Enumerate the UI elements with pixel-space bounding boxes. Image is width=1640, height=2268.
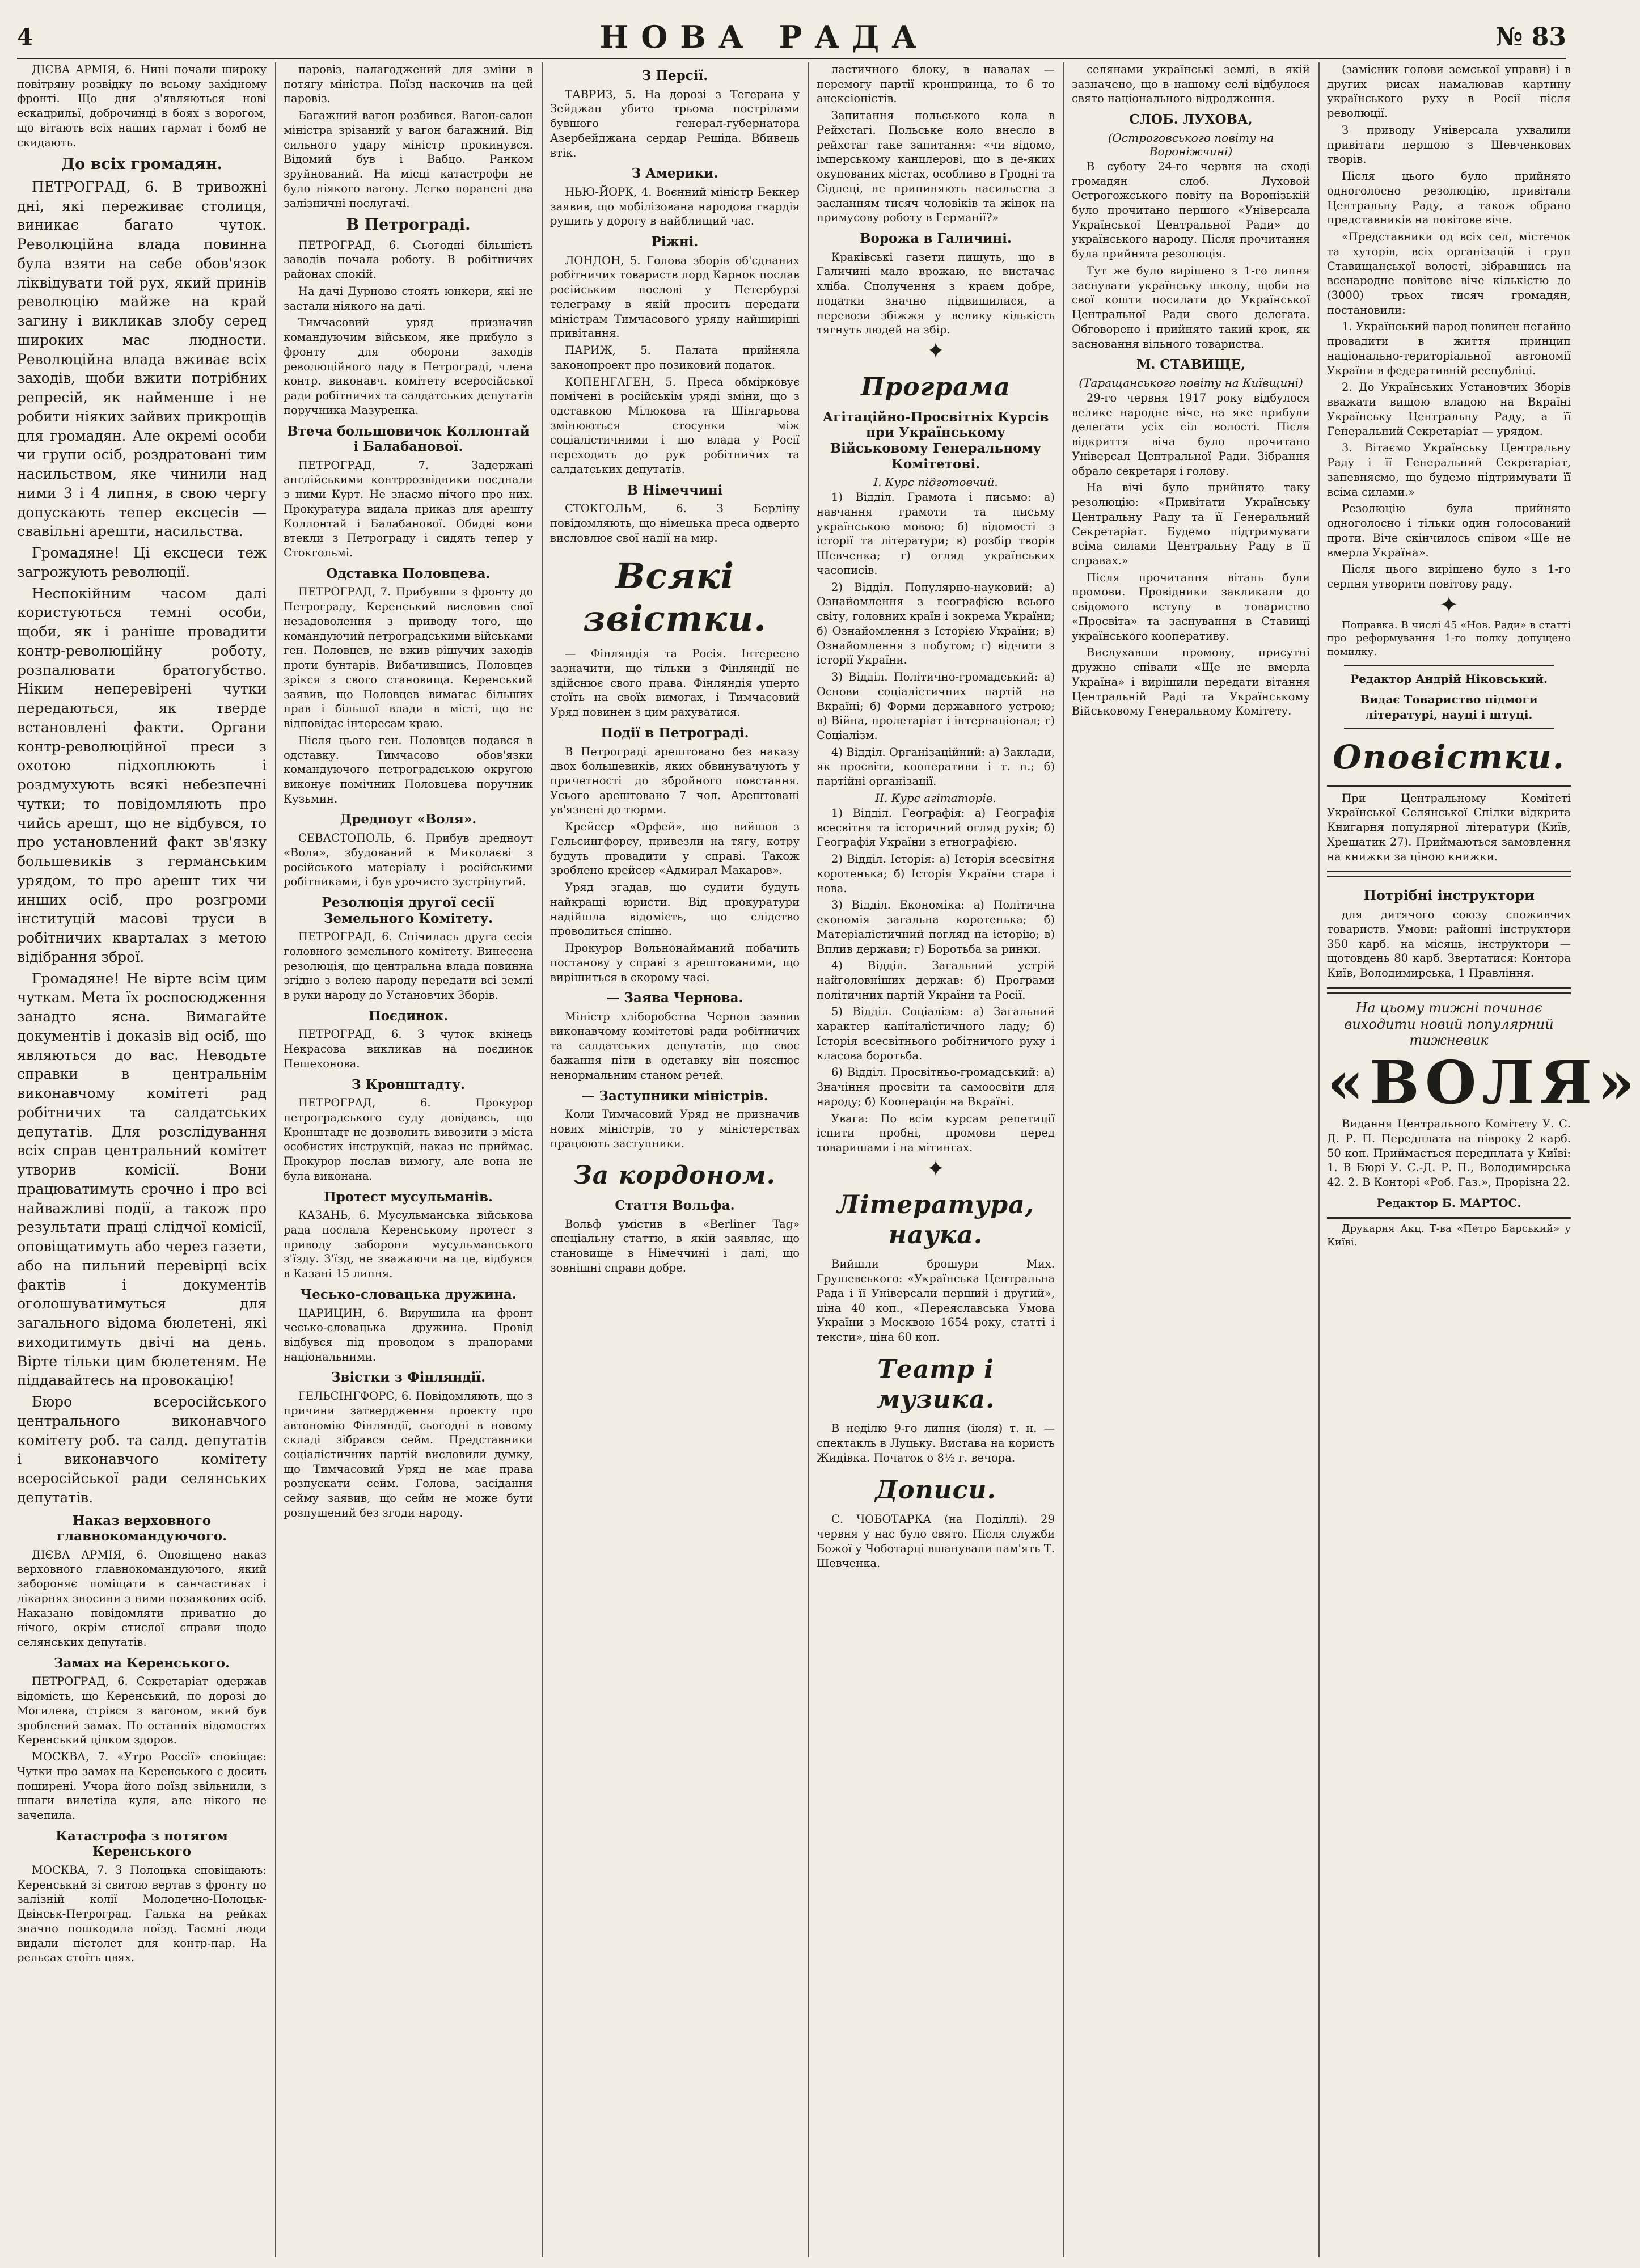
ad3-title: «ВОЛЯ» bbox=[1327, 1048, 1640, 1118]
luhova-place: (Остроговського повіту на Вороніжчині) bbox=[1108, 130, 1274, 158]
appeal-p2: Громадяне! Ці ексцеси теж загрожують революції. bbox=[17, 544, 267, 580]
catastrophe-text: МОСКВА, 7. З Полоцька сповіщають: Керенський зі свитою вертав з фронту по залізній колії Молодечно-Полоцьк-Двінськ-Петроград. Галька на рейках значно пошкодила поїзд. Таємні люди видали пістолет для контр-пар. На рельсах стоїть цвях. bbox=[17, 1864, 267, 1965]
petrograd-p2: На дачі Дурново стоять юнкери, які не застали ніякого на дачі. bbox=[284, 284, 533, 312]
appeal-p4: Громадяне! Не вірте всім цим чуткам. Мета їх роспосюдження занадто ясна. Вимагайте документів і доказів від осіб, що являються до вас. Неводьте справки в центральнім виконавчому комітеті рад робітничих та салдатських депутатів. Для розслідування всіх справ центральний комітет утворив комісії. Вони працюватимуть срочно і про всі найважливі події, а також про результати праці слідчої комісії, оповіщатимуть або через газети, або на пильний перевірці всіх фактів і документів оголошуватимуться для загального відома бюлетені, які виходитимуть двічі на день. Вірте тільки цим бюлетеням. Не піддавайтесь на провокацію! bbox=[17, 970, 267, 1389]
command-title: Наказ верховного главнокомандуючого. bbox=[56, 1513, 227, 1544]
lit-title: Література, наука. bbox=[837, 1190, 1034, 1249]
poloventsev-text: ПЕТРОГРАД, 7. Прибувши з фронту до Петрограду, Керенський висловив свої незадоволення з приводу того, що командуючий петроградськими військами ген. Половцев, не вжив рішучих заходів проти бунтарів. Вибачившись, Половцев зрікся з свого становища. Керенський заявив, що Половцев вимагає більших прав і більшої влади в місті, що не відповідає інтересам краю. bbox=[284, 585, 533, 730]
course2-p2: 2) Відділ. Історія: а) Історія всесвітня коротенька; б) Історія України стара і нова. bbox=[817, 852, 1055, 895]
stavische-title: М. СТАВИЩЕ, bbox=[1136, 357, 1246, 373]
col6-opening: (замісник голови земської управи) і в других рисах намалював картину українського руху в Росії після революції. bbox=[1327, 63, 1571, 120]
petrograd-events-title: Події в Петрограді. bbox=[601, 725, 749, 741]
soviet-text: Прокурор Вольнонайманий побачить постанову у справі з арештованими, що вирішиться в скорому часі. bbox=[550, 941, 800, 984]
kollontai-title: Втеча большовичок Коллонтай і Балабанової. bbox=[287, 423, 530, 455]
course2-note: Увага: По всім курсам репетиції іспити пробні, промови перед товаришами і на мітингах. bbox=[817, 1112, 1055, 1155]
column-rule bbox=[275, 62, 276, 2257]
printer: Друкарня Акц. Т-ва «Петро Барський» у Київі. bbox=[1327, 1223, 1571, 1249]
col6-p6: 2. До Українських Установчих Зборів вважати вищою владою на Вкраїні Українську Центральну Раду, а її Генеральний Секретаріат — урядом. bbox=[1327, 381, 1571, 438]
chernov-text: Міністр хліборобства Чернов заявив виконавчому комітетові ради робітничих та салдатських депутатів, що своє бажання піти в одставку він пояснює ненормальним станом речей. bbox=[550, 1010, 800, 1082]
poloventsev-title: Одставка Половцева. bbox=[326, 565, 491, 581]
czech-title: Чесько-словацька дружина. bbox=[300, 1286, 517, 1302]
column-rule bbox=[1318, 62, 1320, 2257]
finland-russia: — Фінляндія та Росія. Інтересно зазначити, що тільки з Фінляндії не здійснює свого права. Фінляндія уперто стоїть на своїх вимогах, і Тимчасовий Уряд повинен з цим рахуватися. bbox=[550, 647, 800, 719]
command-text: ДІЄВА АРМІЯ, 6. Оповіщено наказ верховного главнокомандуючого, який забороняє поміщати в санчастинах і лікарнях зносини з ними позаякових осіб. Наказано повідомляти приватно до нічого, окрім стислої справи щодо селянських депутатів. bbox=[17, 1548, 267, 1649]
course2-title: ІІ. Курс агітаторів. bbox=[875, 791, 996, 805]
correction: Поправка. В числі 45 «Нов. Ради» в статті про реформування 1-го полку допущено помилку. bbox=[1327, 619, 1571, 658]
kollontai-text: ПЕТРОГРАД, 7. Задержані англійськими контррозвідники поєднали з ними Курт. Не знаємо нічого про них. Прокуратура видала приказ для арешту Коллонтай і Балабанової. Обидві вони втекли з Петрограду і сидять тепер у Стокгольмі. bbox=[284, 458, 533, 560]
course2-p4: 4) Відділ. Загальний устрій найголовніших держав: б) Програми політичних партій України та Росії. bbox=[817, 959, 1055, 1002]
column-5 bbox=[1072, 62, 1310, 2257]
corresp-title: Дописи. bbox=[875, 1475, 996, 1505]
finland-title: Звістки з Фінляндії. bbox=[331, 1370, 486, 1386]
stavische-p2: На вічі було прийнято таку резолюцію: «Привітати Українську Центральну Раду та її Генеральний Секретаріат. Будемо підтримувати всіма силами Центральну Раду в її справах.» bbox=[1072, 481, 1310, 568]
kerensky-title: Замах на Керенського. bbox=[54, 1655, 230, 1671]
petrograd-p1: ПЕТРОГРАД, 6. Сьогодні більшість заводів почала роботу. В робітничих районах спокій. bbox=[284, 238, 533, 281]
column-4 bbox=[817, 62, 1055, 2257]
program-title: Програма bbox=[860, 373, 1011, 402]
column-rule bbox=[808, 62, 809, 2257]
course2-p3: 3) Відділ. Економіка: а) Політична економія загальна коротенька; б) Матеріалістичний погляд на історію; в) Вплив держави; г) Боротьба за ринки. bbox=[817, 898, 1055, 956]
program-sub: Агітаційно-Просвітніх Курсів при Українському Військовому Генеральному Комітетові. bbox=[822, 409, 1049, 472]
poloventsev-p2: Після цього ген. Половцев подався в одставку. Тимчасово обов'язки командуючого петроградською округою виконує помічник Половцева поручник Кузьмин. bbox=[284, 733, 533, 805]
col5-opening: селянами українські землі, в якій зазначено, що в нашому селі відбулося свято національного відродження. bbox=[1072, 63, 1310, 105]
columns bbox=[17, 62, 1640, 2257]
persia-title: З Персії. bbox=[641, 68, 708, 83]
col6-p5: 1. Український народ повинен негайно провадити в життя принцип національно-територіальної автономії України в федеративній республіці. bbox=[1327, 320, 1571, 377]
muslim-text: КАЗАНЬ, 6. Мусульманська військова рада послала Керенському протест з приводу заборони мусульманського з'їзду. З'їзд, не зважаючи на це, відбувся в Казані 15 липня. bbox=[284, 1209, 533, 1281]
army-open: ДІЄВА АРМІЯ, 6. Нині почали широку повітряну розвідку по всьому західному фронті. Що дня з'являються нові ескадрильї, доброчинці в боях з ворогом, що вітають всіх наших гармат і бомб не скидають. bbox=[17, 63, 267, 149]
deputies-text: Коли Тимчасовий Уряд не призначив нових міністрів, то у міністерствах працюють заступники. bbox=[550, 1108, 800, 1150]
stavische-text: 29-го червня 1917 року відбулося велике народне віче, на яке прибули делегати усіх сіл волості. Після відкриття віча було прочитано Універсал Центральної Ради. Зібрання обрало секретаря і голову. bbox=[1072, 391, 1310, 478]
stavische-p4: Вислухавши промову, присутні дружно співали «Ще не вмерла Україна» і вирішили передати вітання Центральній Раді та Українському Військовому Генеральному Комітету. bbox=[1072, 646, 1310, 718]
page-number: 4 bbox=[17, 23, 33, 50]
ad-volya bbox=[1327, 992, 1640, 1219]
volya-text: СЕВАСТОПОЛЬ, 6. Прибув дредноут «Воля», збудований в Миколаєві з російського матеріалу і російськими робітниками, і був урочисто зустрінутий. bbox=[284, 831, 533, 889]
course1-p2: 2) Відділ. Популярно-науковий: а) Ознайомлення з географією всього світу, головних країн і зокрема України; б) Ознайомлення з Історією України; в) Ознайомлення з побутом; г) відчити з історії України. bbox=[817, 580, 1055, 667]
col4-opening: ластичного блоку, в навалах — перемогу партії кронпринца, то 6 то анексіоністів. bbox=[817, 63, 1055, 105]
czech-text: ЦАРИЦИН, 6. Вирушила на фронт чесько-словацька дружина. Провід відбувся під проводом з прапорами національними. bbox=[284, 1306, 533, 1363]
duel-text: ПЕТРОГРАД, 6. З чуток вкінець Некрасова викликав на поєдинок Пешехонова. bbox=[284, 1028, 533, 1070]
star-ornament-icon: ✦ bbox=[1439, 592, 1459, 618]
masthead bbox=[17, 17, 1566, 59]
cruiser-text: Крейсер «Орфей», що вийшов з Гельсингфорсу, привезли на тягу, котру будуть провадити у справі. Також зроблено крейсер «Адмирал Макаров». bbox=[550, 820, 800, 877]
column-6 bbox=[1327, 62, 1640, 2257]
appeal-p5: Бюро всеросійського центрального виконавчого комітету роб. та салд. депутатів і виконавчого комітету всеросійської ради селянських депутатів. bbox=[17, 1393, 267, 1506]
muslim-title: Протест мусульманів. bbox=[324, 1189, 493, 1205]
star-ornament-icon: ✦ bbox=[926, 338, 945, 365]
america-text: НЬЮ-ЙОРК, 4. Воєнний міністр Беккер заявив, що мобілізована народова гвардія рушить у дорогу в найблищий час. bbox=[550, 185, 800, 228]
ad2-text: для дитячого союзу споживчих товариств. Умови: районні інструктори 350 карб. на місяць, інструктори — щотовдень 80 карб. Звертатися: Контора Київ, Володимирська, 1 Правління. bbox=[1327, 908, 1571, 980]
court-text: Уряд згадав, що судити будуть найкращі юристи. Від прокуратури надійшла відомість, що слідство проводиться спішно. bbox=[550, 881, 800, 938]
kerensky-text: ПЕТРОГРАД, 6. Секретаріат одержав відомість, що Керенський, по дорозі до Могилева, стрівся з вагоном, який був зроблений замах. По останніх відомостях Керенський цілком здоров. bbox=[17, 1675, 267, 1747]
course2-text: 1) Відділ. Географія: а) Географія всесвітня та історичний огляд рухів; б) Географія України з етнографією. bbox=[817, 806, 1055, 849]
col6-p4: «Представники од всіх сел, містечок та хуторів, всіх організацій і груп Ставищанської волості, зібравшись на всенародне повітове віче кількістю до (3000) трьох тисяч громадян, постановили: bbox=[1327, 230, 1571, 316]
chobotarka-text: С. ЧОБОТАРКА (на Поділлі). 29 червня у нас було свято. Після служби Божої у Чоботарці вшанували пам'ять Т. Шевченка. bbox=[817, 1513, 1055, 1570]
ad3-pre: На цьому тижні починає виходити новий популярний тижневик bbox=[1344, 999, 1554, 1049]
abroad-title: За кордоном. bbox=[574, 1161, 776, 1190]
to-citizens-title: До всіх громадян. bbox=[61, 155, 222, 174]
column-2 bbox=[284, 62, 533, 2257]
deputies-title: — Заступники міністрів. bbox=[581, 1088, 768, 1104]
germany-title: В Німеччині bbox=[627, 482, 723, 498]
course1-p3: 3) Відділ. Політично-громадський: а) Основи соціалістичних партій на Вкраїні; б) Форми державного устрою; в) Війна, пролетаріат і інтернаціонал; г) Соціалізм. bbox=[817, 670, 1055, 742]
col2-p2: Багажний вагон розбився. Вагон-салон міністра зрізаний у вагон багажний. Від сильного удару міністр прокинувся. Відомий був і Вабцо. Ранком зруйнований. На місці катастрофи не було ніякого вагону. Легко поранені два залізничні послугачі. bbox=[284, 109, 533, 210]
col2-opening: паровіз, налагоджений для зміни в потягу міністра. Поїзд наскочив на цей паровіз. bbox=[284, 63, 533, 105]
column-1 bbox=[17, 62, 267, 2257]
editor: Редактор Андрій Ніковський. bbox=[1350, 671, 1548, 686]
theatre-text: В неділю 9-го липня (іюля) т. н. — спектакль в Луцьку. Вистава на користь Жидівка. Початок о 8½ г. вечора. bbox=[817, 1422, 1055, 1464]
ad3-text: Видання Центрального Комітету У. С. Д. Р. П. Передплата на півроку 2 карб. 50 коп. Приймається передплата у Київі: 1. В Бюрі У. С.-Д. Р. П., Володимирська 42. 2. В Конторі «Роб. Газ.», Прорізна 22. bbox=[1327, 1117, 1571, 1189]
luhova-title: СЛОБ. ЛУХОВА, bbox=[1129, 112, 1253, 128]
petrograd-p3: Тимчасовий уряд призначив командуючим військом, яке прибуло з фронту для оборони заходів революційного ладу в Петрограді, члена контр. виконавч. комітету всеросійської ради робітничих та салдатських депутатів поручника Мазуренка. bbox=[284, 316, 533, 417]
column-rule bbox=[1063, 62, 1064, 2257]
col6-p3: Після цього було прийнято одноголосно резолюцію, привітали Центральну Раду, а також обрано представників на повітове віче. bbox=[1327, 170, 1571, 227]
luhova-text: В суботу 24-го червня на сході громадян слоб. Луховой Острогожського повіту на Воронізькій було прочитано першого «Універсала Української Центральної Ради» до українського народу. Після прочитання була прийнята резолюція. bbox=[1072, 159, 1310, 261]
theatre-title: Театр і музика. bbox=[876, 1354, 995, 1414]
london-text: ЛОНДОН, 5. Голова зборів об'єднаних робітничих товариств лорд Карнок послав російським послові у Петербурзі телеграму в якій просить передати міністрам Тимчасового уряду найщиріші привітання. bbox=[550, 254, 800, 340]
wolf-title: Стаття Вольфа. bbox=[615, 1198, 735, 1214]
col6-p7: 3. Вітаємо Українську Центральну Раду і її Генеральний Секретаріат, запевняємо, що будемо підтримувати її всіма силами.» bbox=[1327, 441, 1571, 499]
paris-text: ПАРИЖ, 5. Палата прийняла законопроект про позиковий податок. bbox=[550, 344, 800, 371]
copenhagen-text: КОПЕНГАГЕН, 5. Преса обмірковує помічені в російськім уряді зміни, що з одставкою Мілюкова та Шінгарьова змінюються стосунки між соціалістичними і що влада у Росії переходить до рук робітничих та салдатських депутатів. bbox=[550, 375, 800, 476]
appeal-p3: Неспокійним часом далі користуються темні особи, щоби, як і раніше провадити контр-революційну роботу, розпалювати братогубство. Ніким неперевірені чутки передаються, як тверде встановлені факти. Органи контр-революційної преси з охотою підхоплюють і роздмухують всякі небезпечні чутки; то повідомляють про чийсь арешт, що не відбувся, то про установлений факт зв'язку большевиків з германським урядом, то про арешт тих чи инших осіб, про розгроми інституцій масові труси в робітничих кварталах з метою відібрання зброї. bbox=[17, 585, 267, 965]
ad-instructors bbox=[1327, 876, 1571, 989]
finland-text: ГЕЛЬСІНГФОРС, 6. Повідомляють, що з причини затвердження проекту про автономію Фінляндії, сьогодні в новому складі зібрався сейм. Представники соціалістичних партій висловили думку, що Тимчасовий Уряд не має права розпускати сейм. Голова, засідання сейму заявив, що сейм не може бути розпущений без згоди народу. bbox=[284, 1389, 533, 1519]
ad-bookshop bbox=[1327, 785, 1571, 873]
course1-text: 1) Відділ. Грамота і письмо: а) навчання грамоти та письму українською мовою; б) відомості з історії та літератури; в) розбір творів Шевченка; г) огляд українських часописів. bbox=[817, 491, 1055, 577]
column-3 bbox=[550, 62, 800, 2257]
polish-text: Запитання польського кола в Рейхстагі. Польське коло внесло в рейхстаг таке запитання: «чи відомо, імперському канцлерові, що в де-яких окупованих містах, особливо в Гродні та Сідлеці, не припиняють насильства з засланням тисяч чоловіків та жінок на примусову роботу в Германії?» bbox=[817, 109, 1055, 225]
germany-text: СТОКГОЛЬМ, 6. З Берліну повідомляють, що німецька преса одверто висловлює свої надії на мир. bbox=[550, 502, 800, 544]
galicia-text: Краківські газети пишуть, що в Галичині мало врожаю, не вистачає хліба. Сполучення з краєм добре, податки значно підвищилися, а перевози збіжжя у велику кількість тягнуть людей на збір. bbox=[817, 250, 1055, 337]
column-rule bbox=[542, 62, 543, 2257]
petrograd-title: В Петрограді. bbox=[346, 216, 471, 234]
ad3-editor: Редактор Б. МАРТОС. bbox=[1376, 1196, 1521, 1210]
galicia-title: Ворожа в Галичині. bbox=[860, 231, 1012, 247]
kronstadt-text: ПЕТРОГРАД, 6. Прокурор петроградського суду довідавсь, що Кронштадт не дозволить вивозити з міста особистих інструкцій, наказ не приймає. Прокурор послав вимогу, але вона не була виконана. bbox=[284, 1096, 533, 1182]
course1-p4: 4) Відділ. Організаційний: а) Заклади, як просвіти, кооперативи і т. п.; б) партійні організації. bbox=[817, 745, 1055, 788]
issue-number: № 83 bbox=[1495, 22, 1566, 52]
ad1-text: При Центральному Комітеті Української Селянської Спілки відкрита Книгарня популярної літератури (Київ, Хрещатик 27). Приймаються замовлення на книжки за ціною книжки. bbox=[1327, 791, 1571, 863]
lit-text: Вийшли брошури Мих. Грушевського: «Українська Центральна Рада і її Універсали перший і другий», ціна 40 коп., «Переяславська Умова України з Москвою 1654 року, статті і тексти», ціна 60 коп. bbox=[817, 1257, 1055, 1344]
course2-p6: 6) Відділ. Просвітньо-громадський: а) Значіння просвіти та самоосвіти для народу; б) Кооперація на Вкраїні. bbox=[817, 1066, 1055, 1108]
chernov-title: — Заява Чернова. bbox=[606, 990, 743, 1006]
wolf-text: Вольф умістив в «Berliner Tag» спеціальну статтю, в якій заявляє, що становище в Німеччині і далі, що зовнішні справи добре. bbox=[550, 1217, 800, 1274]
stavische-place: (Таращанського повіту на Київщині) bbox=[1079, 375, 1303, 390]
ad2-title: Потрібні інструктори bbox=[1363, 887, 1535, 904]
petrograd-appeal: ПЕТРОГРАД, 6. В тривожні дні, які переживає столиця, виникає багато чуток. Революційна влада повинна була взяти на себе обов'язок ліквідувати той рух, який принів революцію майже на край загину і викликав злобу серед широких мас людности. Революційна влада вживає всіх заходів, щоби вжити потрібних репресій, як найменше і не робити ніяких зайвих прикрощів для громадян. Але окремі особи чи групи осіб, роздратовані тим насильством, яке чинили над ними 3 і 4 липня, в свою чергу допускають тепер ексцесів — свавільні арешти, насильства. bbox=[17, 178, 267, 540]
duel-title: Поєдинок. bbox=[368, 1008, 449, 1024]
course1-title: І. Курс підготовчий. bbox=[873, 475, 998, 489]
col6-p8: Резолюцію була прийнято одноголосно і тільки один голосований проти. Віче скінчилось співом «Ще не вмерла Україна». bbox=[1327, 502, 1571, 559]
petrograd-events: В Петрограді арештовано без наказу двох большевиків, яких обвинувачують у причетності до збройного повстання. Усього арештовано 7 чол. Арештовані ув'язнені до тюрми. bbox=[550, 745, 800, 817]
star-ornament-icon: ✦ bbox=[926, 1155, 945, 1182]
ads-title: Оповістки. bbox=[1333, 738, 1565, 777]
paper-title: НОВА РАДА bbox=[599, 19, 929, 55]
kronstadt-title: З Кронштадту. bbox=[352, 1076, 465, 1092]
moscow-text: МОСКВА, 7. «Утро Россії» сповіщає: Чутки про замах на Керенського є досить поширені. Учора його поїзд звільнили, з шпаги вилетіла куля, але нікого не зачепила. bbox=[17, 1750, 267, 1822]
publisher: Видає Товариство підмоги літературі, науці і штуці. bbox=[1360, 692, 1538, 721]
america-title: З Америки. bbox=[631, 166, 718, 181]
volya-title: Дредноут «Воля». bbox=[340, 812, 477, 827]
course2-p5: 5) Відділ. Соціалізм: а) Загальний характер капіталістичного ладу; б) Історія всесвітнього робітничого руху і класова боротьба. bbox=[817, 1005, 1055, 1062]
luhova-p2: Тут же було вирішено з 1-го липня заснувати українську школу, щоби на свої кошти посилати до Української Центральної Ради свого делегата. Обговорено і прийнято такий крок, як засновання вільного товариства. bbox=[1072, 264, 1310, 350]
news-rubric: Всякі звістки. bbox=[583, 555, 767, 639]
persia-text: ТАВРИЗ, 5. На дорозі з Тегерана у Зейджан убито трьома пострілами бувшого генерал-губернатора Азербейджана сердар Решіда. Вбивець втік. bbox=[550, 87, 800, 159]
col6-p9: Після цього вирішено було з 1-го серпня утворити повітову раду. bbox=[1327, 563, 1571, 590]
land-text: ПЕТРОГРАД, 6. Спічилась друга сесія головного земельного комітету. Винесена резолюція, що центральна влада повинна згідно з волею народу передати всі землі в руки народу до Установчих Зборів. bbox=[284, 930, 533, 1002]
land-title: Резолюція другої сесії Земельного Комітету. bbox=[322, 895, 495, 926]
divider bbox=[1344, 665, 1554, 666]
catastrophe-title: Катастрофа з потягом Керенського bbox=[56, 1828, 228, 1860]
stavische-p3: Після прочитання вітань були промови. Провідники закликали до свідомого вступу в товариство «Просвіта» та заснування в Ставищі українського кооперативу. bbox=[1072, 571, 1310, 643]
col6-p2: З приводу Універсала ухвалили привітати першою з Шевченкових творів. bbox=[1327, 123, 1571, 166]
divider bbox=[1344, 728, 1554, 729]
misc-title: Ріжні. bbox=[651, 234, 699, 250]
